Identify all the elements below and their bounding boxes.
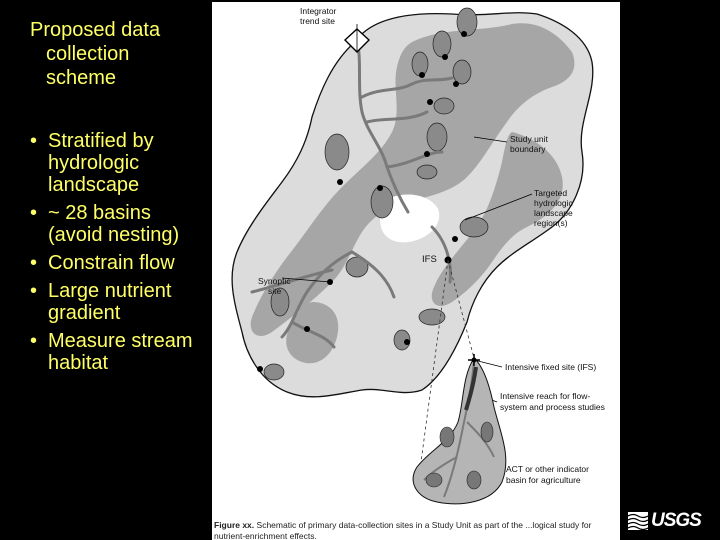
caption-label: Figure xx. [214, 520, 255, 530]
act-catchment [467, 471, 481, 489]
catchment [453, 60, 471, 84]
act-catchment [426, 473, 442, 487]
slide-title [30, 18, 215, 90]
bullet-item [30, 280, 210, 324]
usgs-logo-text: USGS [651, 510, 701, 531]
label-integrator-2: trend site [300, 16, 335, 26]
bullet-glyph: • [30, 130, 38, 152]
caption-text: Schematic of primary data-collection sites in a Study Unit as part of the ...logical study for nutrient-enrichment effects. [214, 520, 592, 540]
bullet-text: Measure stream habitat [48, 330, 193, 374]
catchment [427, 123, 447, 151]
site-dot [377, 185, 383, 191]
site-dot [257, 366, 263, 372]
label-act-2: basin for agriculture [506, 475, 581, 485]
catchment [325, 134, 349, 170]
usgs-logo [628, 510, 708, 532]
bullet-item [30, 252, 210, 274]
site-dot [427, 99, 433, 105]
catchment [419, 309, 445, 325]
label-intensive-fixed: Intensive fixed site (IFS) [505, 362, 597, 372]
label-ifs: IFS [422, 254, 437, 265]
bullet-text: Constrain flow [48, 252, 175, 274]
bullet-glyph: • [30, 330, 38, 352]
site-dot [452, 236, 458, 242]
site-dot [337, 179, 343, 185]
schematic-figure [212, 2, 620, 540]
bullet-text: Large nutrient gradient [48, 280, 172, 324]
catchment [412, 52, 428, 76]
label-act-1: ACT or other indicator [506, 464, 589, 474]
site-dot [453, 81, 459, 87]
label-synoptic-2: site [268, 286, 282, 296]
schematic-diagram [212, 2, 620, 540]
label-targeted-3: landscape [534, 208, 573, 218]
site-dot [461, 31, 467, 37]
bullet-glyph: • [30, 202, 38, 224]
site-dot [424, 151, 430, 157]
label-study-unit-2: boundary [510, 144, 546, 154]
bullet-list [30, 130, 210, 380]
bullet-item [30, 130, 210, 196]
title-line-2: collection [46, 43, 130, 65]
site-dot [442, 54, 448, 60]
catchment [460, 217, 488, 237]
site-dot [419, 72, 425, 78]
catchment [417, 165, 437, 179]
label-study-unit-1: Study unit [510, 134, 548, 144]
label-synoptic-1: Synoptic [258, 276, 291, 286]
title-line-3: scheme [46, 67, 117, 89]
title-line-1: Proposed data [30, 19, 161, 41]
label-intensive-reach-1: Intensive reach for flow- [500, 391, 591, 401]
catchment [434, 98, 454, 114]
bullet-glyph: • [30, 280, 38, 302]
act-catchment [440, 427, 454, 447]
bullet-text: Stratified by hydrologic landscape [48, 130, 154, 196]
bullet-text: ~ 28 basins (avoid nesting) [48, 202, 180, 246]
catchment [371, 186, 393, 218]
figure-caption [214, 520, 618, 540]
catchment [457, 8, 477, 36]
site-dot [304, 326, 310, 332]
usgs-wave-icon [628, 512, 648, 530]
label-intensive-reach-2: system and process studies [500, 402, 605, 412]
bullet-item [30, 330, 210, 374]
site-dot [404, 339, 410, 345]
label-targeted-4: region(s) [534, 218, 568, 228]
act-catchment [481, 422, 493, 442]
bullet-glyph: • [30, 252, 38, 274]
catchment [264, 364, 284, 380]
label-targeted-1: Targeted [534, 188, 568, 198]
label-targeted-2: hydrologic [534, 198, 573, 208]
catchment [433, 31, 451, 57]
bullet-item [30, 202, 210, 246]
label-integrator-1: Integrator [300, 6, 337, 16]
